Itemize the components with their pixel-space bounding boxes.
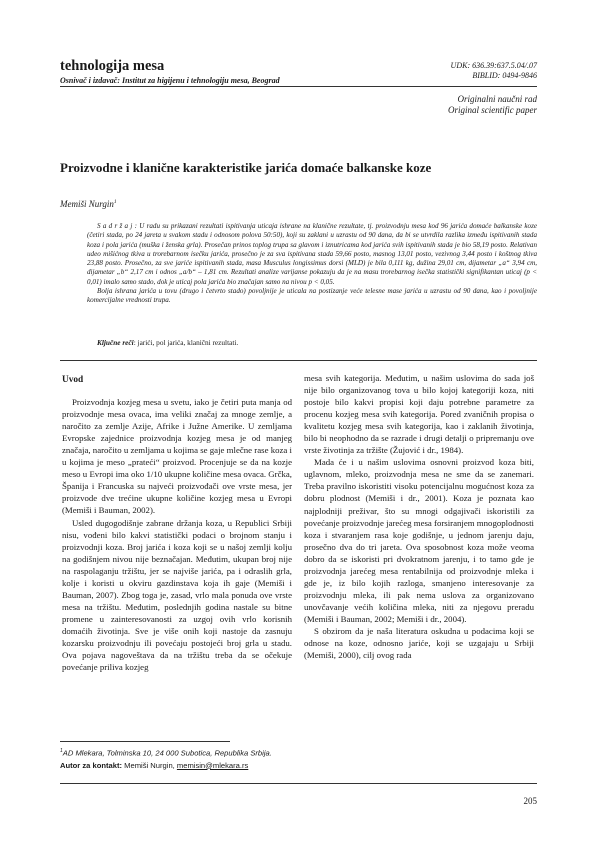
keywords-label: Ključne reči [97,338,134,347]
keywords-text: : jarići, pol jarića, klanični rezultati. [133,338,239,347]
contact [60,760,537,772]
section-heading: Uvod [62,375,84,385]
abstract-paragraph [87,222,537,287]
abstract-label: S a d r ž a j : [97,222,137,230]
footnote-mark: 1 [60,748,63,754]
publisher-line: Osnivač i izdavač: Institut za higijenu i tehnologiju mesa, Beograd [60,76,280,85]
keywords [87,338,537,347]
journal-name: tehnologija mesa [60,58,165,74]
body-paragraph: Mada će i u našim uslovima osnovni proizvod koza biti, uglavnom, mleko, proizvodnja mesa ne sme da se zanemari. Treba pravilno iskoristiti visoku potencijalnu mogućnost koza za dobru plodnost (Memiši i dr., 2001). Koza je poznata kao najplodniji preživar, što su mnogi odgajivači iskoristili za povećanje proizvodnje jarećeg mesa forsiranjem mnogoplodnosti koza i stvaranjem rasa koje godišnje, u jednom jarenju daju, prosečno dva do tri jareta. Ova sposobnost koza može veoma dobro da se iskoristi pri dvokratnom jarenju, i to tamo gde je proizvodnja jarećeg mesa rentabilnija od proizvodnje mleka i gde je, iz bilo kojih razloga, smanjeno interesovanje za proizvodnju mleka, ili pak nema uslova za organizovano unovčavanje većih količina mleka, niti za njegovu preradu (Memiši i Bauman, 2002; Memiši i dr., 2004). [304,457,534,624]
biblid-code: BIBLID: 0494-9846 [472,71,537,80]
body-paragraph: Usled dugogodišnje zabrane držanja koza, u Republici Srbiji nisu, vođeni bilo kakvi statistički podaci o brojnom stanju i proizvodnji koza. Broj jarića i koza koji se u našoj zemlji kolju na godišnjem nivou nije beznačajan. Međutim, ukupan broj nije na raspolaganju tržištu, jer se najviše jarića, pa i odraslih grla, kolje i koristi u okviru gazdinstava koja ih gaje (Memiši i Bauman, 2007). Zbog toga je, zasad, vrlo mala ponuda ove vrste mesa na tržištu. Međutim, poslednjih godina nastale su bitne promene u zainteresovanosti za uzgoj ovih vrlo korisnih domaćih životinja. Sve je više onih koji nastoje da zasnuju kozarsku proizvodnju ili povećaju postojeći broj grla u stadu. Ova pojava nagoveštava da na tržištu treba da se očekuje povećanje priliva kozjeg [62,517,292,673]
affiliation [60,745,537,760]
journal-header [60,58,537,86]
footnote-divider [60,741,230,742]
abstract-divider [60,360,537,361]
paper-type-english: Original scientific paper [448,105,537,115]
body-paragraph: mesa svih kategorija. Međutim, u našim uslovima do sada još nije bilo organizovanog tova u bilo kojoj kategoriji koza, niti postoje bilo kakvi propisi koji daju potrebne parametre za procenu kozjeg mesa svih kategorija. Pored zvaničnih propisa o kvalitetu kozjeg mesa svih kategorija, kao i zaklanih životinja, bilo bi neophodno da se razrade i drugi detalji o pripremanju ove vrste životinja za tržište (Žujović i dr., 1984). [304,373,534,456]
body-column-left [62,374,292,673]
paper-type [448,94,537,116]
article-title: Proizvodne i klanične karakteristike jarića domaće balkanske koze [60,160,432,175]
journal-identifiers [451,61,537,81]
abstract-text: U radu su prikazani rezultati ispitivanja uticaja ishrane na klanične rezultate, tj. proizvodnju mesa kod 96 jarića domaće balkanske koze (četiri stada, po 24 jareta u svakom stadu i odnosom polova 50:50), koji su zaklani u uzrastu od 90 dana, da bi se utvrdila razlika između ispitivanih stada koza i pola jarića (muška i ženska grla). Prosečan prinos toplog trupa sa glavom i iznutricama kod jarića svih ispitivanih stada je bio 58,19 posto. Relativan udeo mišićnog tkiva u trorebarnom isečku jarića, prosečno je za sva ispitivana stada 59,66 posto, masnog 13,01 posto, vezivnog 3,44 posto i koštnog tkiva 23,88 posto. Prosečno, za sve jariće ispitivanih stada, masa Musculus longissimus dorsi (MLD) je bila 0,111 kg, dužina 29,01 cm, dijametar „a“ 3,94 cm, dijametar „b“ 2,17 cm i odnos „a/b“ – 1,81 cm. Rezultati analize varijanse pokazuju da je na masu trorebarnog isečka statistički signifikantan uticaj (p < 0,01) imalo samo stado, dok je uticaj pola jarića bio značajan samo na nivou p < 0,05. [87,222,537,286]
udk-code: UDK: 636.39:637.5.04/.07 [450,61,537,70]
author-footnote-mark: 1 [113,199,117,205]
paper-type-local: Originalni naučni rad [457,94,537,104]
footnote [60,745,537,772]
abstract [87,222,537,306]
affiliation-address: AD Mlekara, Tolminska 10, 24 000 Subotica, Republika Srbija. [62,748,272,758]
author-line [60,197,117,210]
header-divider [60,86,537,87]
footer-divider [60,783,537,784]
body-column-right [304,372,534,661]
contact-name: Memiši Nurgin, [122,760,177,770]
abstract-paragraph: Bolja ishrana jarića u tovu (drugo i četvrto stado) povoljnije je uticala na postizanje veće telesne mase jarića u uzrastu od 90 dana, kao i povoljnije komercijalne vrednosti trupa. [87,287,537,305]
body-paragraph: Proizvodnja kozjeg mesa u svetu, iako je četiri puta manja od proizvodnje mesa ovaca, ima veliki značaj za mnoge zemlje, a naročito za zemlje Azije, Afrike i Južne Amerike. U zemljama Evropske zajednice proizvodnja kozjeg mesa je od manjeg značaja, naročito u zemljama u kojima se gaje mlečne rase koza i u kojima je meso „prateći“ proizvod. Procenjuje se da na kozje meso u Evropi ima oko 1/10 ukupne količine mesa ovaca. Grčka, Španija i Francuska su najveći proizvođači ove vrste mesa, jer proizvode dve trećine ukupne količine kozjeg mesa u Evropi (Memiši i Bauman, 2002). [62,397,292,516]
contact-email-link[interactable]: memisin@mlekara.rs [176,760,249,770]
body-paragraph: S obzirom da je naša literatura oskudna u podacima koji se odnose na koze, odnosno jariće, koji se uzgajaju u Srbiji (Memiši, 2000), cilj ovog rada [304,625,534,661]
contact-label: Autor za kontakt: [60,760,123,770]
author-name: Memiši Nurgin [60,199,114,209]
page-number: 205 [523,796,537,806]
